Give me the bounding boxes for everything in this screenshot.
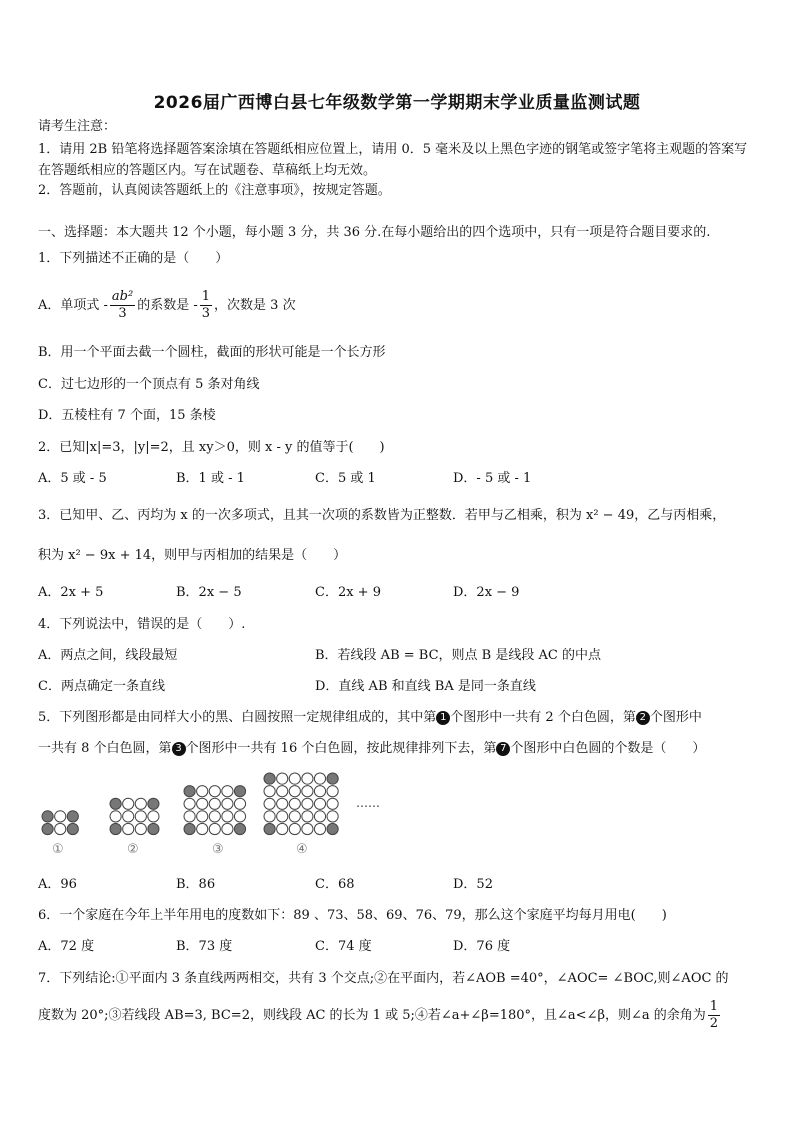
black-circle	[327, 773, 338, 784]
white-circle	[327, 798, 338, 809]
white-circle	[135, 811, 146, 822]
q5-stem-2	[38, 740, 705, 758]
white-circle	[123, 811, 134, 822]
black-circle	[42, 823, 53, 834]
q6-option-b: B．73 度	[176, 939, 233, 954]
white-circle	[222, 811, 233, 822]
white-circle	[277, 823, 288, 834]
q1-a-fraction	[110, 289, 135, 322]
white-circle	[289, 823, 300, 834]
figure-label-2: ②	[127, 842, 139, 857]
white-circle	[197, 798, 208, 809]
white-circle	[135, 798, 146, 809]
q5-stem-1b: 个图形中一共有 2 个白色圆，第	[450, 710, 636, 725]
circle-pattern-svg	[36, 768, 396, 842]
white-circle	[222, 823, 233, 834]
black-circle	[327, 823, 338, 834]
notice-item-2: 2．答题前，认真阅读答题纸上的《注意事项》，按规定答题。	[38, 183, 391, 198]
q7-stem-2	[38, 996, 722, 1036]
q7-frac-num: 1	[709, 999, 719, 1014]
q1-option-c: C．过七边形的一个顶点有 5 条对角线	[38, 377, 260, 392]
circled-number-2: 2	[636, 711, 650, 725]
white-circle	[277, 773, 288, 784]
white-circle	[314, 823, 325, 834]
white-circle	[197, 823, 208, 834]
circle-pattern-figure	[36, 768, 396, 868]
q1-a-num2: 1	[201, 289, 211, 304]
q1-a-fraction-2	[200, 289, 212, 322]
q6-option-d: D．76 度	[453, 939, 511, 954]
circled-number-3: 3	[172, 742, 186, 756]
q2-option-d: D．- 5 或 - 1	[453, 471, 532, 486]
q5-stem-2b: 个图形中一共有 16 个白色圆，按此规律排列下去，第	[185, 741, 497, 756]
q1-a-suffix: ，次数是 3 次	[214, 298, 296, 313]
circled-number-7: 7	[496, 742, 510, 756]
q7-stem-1: 7．下列结论:①平面内 3 条直线两两相交，共有 3 个交点;②在平面内，若∠AOB =40°，∠AOC= ∠BOC,则∠AOC 的	[38, 971, 729, 986]
white-circle	[148, 811, 159, 822]
q2-stem: 2．已知|x|=3，|y|=2，且 xy＞0，则 x - y 的值等于( )	[38, 440, 385, 455]
q4-stem: 4．下列说法中，错误的是（ ）.	[38, 617, 246, 632]
q3-stem-1: 3．已知甲、乙、丙均为 x 的一次多项式，且其一次项的系数皆为正整数．若甲与乙相乘，积为 x² − 49，乙与丙相乘，	[38, 508, 726, 523]
figure-label-1: ①	[52, 842, 64, 857]
q1-option-d: D．五棱柱有 7 个面，15 条棱	[38, 408, 216, 423]
white-circle	[55, 823, 66, 834]
q1-a-mid: 的系数是 -	[137, 298, 198, 313]
black-circle	[264, 773, 275, 784]
q5-stem-1a: 5．下列图形都是由同样大小的黑、白圆按照一定规律组成的，其中第	[38, 710, 437, 725]
figure-label-3: ③	[212, 842, 224, 857]
notice-item-1: 1．请用 2B 铅笔将选择题答案涂填在答题纸相应位置上，请用 0．5 毫米及以上黑色字迹的钢笔或签字笔将主观题的答案写在答题纸相应的答题区内。写在试题卷、草稿纸上均无效。	[38, 142, 748, 178]
q3-stem-2: 积为 x² − 9x + 14，则甲与丙相加的结果是（ ）	[38, 548, 347, 563]
q5-stem-1	[38, 709, 702, 727]
white-circle	[209, 798, 220, 809]
black-circle	[184, 786, 195, 797]
white-circle	[302, 798, 313, 809]
q5-stem-1c: 个图形中	[649, 710, 702, 725]
white-circle	[314, 773, 325, 784]
white-circle	[197, 811, 208, 822]
q3-option-a: A．2x + 5	[38, 585, 104, 600]
q1-a-prefix: A．单项式 -	[38, 298, 108, 313]
figure-ellipsis: ……	[356, 796, 380, 810]
q6-stem: 6．一个家庭在今年上半年用电的度数如下：89 、73、58、69、76、79，那么这个家庭平均每月用电( )	[38, 908, 667, 923]
q1-a-num: ab²	[111, 289, 134, 304]
q5-option-a: A．96	[38, 877, 77, 892]
black-circle	[184, 823, 195, 834]
white-circle	[289, 811, 300, 822]
q7-stem-2-text: 度数为 20°;③若线段 AB=3, BC=2，则线段 AC 的长为 1 或 5;④若∠a+∠β=180°，且∠a<∠β，则∠a 的余角为	[38, 1008, 706, 1023]
q2-option-a: A．5 或 - 5	[38, 471, 107, 486]
notice-heading: 请考生注意：	[38, 119, 117, 134]
black-circle	[42, 811, 53, 822]
white-circle	[184, 798, 195, 809]
white-circle	[209, 823, 220, 834]
page-title: 2026届广西博白县七年级数学第一学期期末学业质量监测试题	[153, 93, 641, 113]
q1-option-b: B．用一个平面去截一个圆柱，截面的形状可能是一个长方形	[38, 345, 386, 360]
white-circle	[123, 823, 134, 834]
white-circle	[289, 798, 300, 809]
white-circle	[264, 798, 275, 809]
q3-option-d: D．2x − 9	[453, 585, 520, 600]
white-circle	[209, 811, 220, 822]
white-circle	[234, 798, 245, 809]
white-circle	[264, 786, 275, 797]
white-circle	[302, 823, 313, 834]
white-circle	[110, 811, 121, 822]
q4-option-a: A．两点之间，线段最短	[38, 648, 178, 663]
black-circle	[264, 823, 275, 834]
q5-option-c: C．68	[315, 877, 355, 892]
q1-option-a	[38, 286, 296, 326]
white-circle	[302, 811, 313, 822]
black-circle	[110, 798, 121, 809]
white-circle	[314, 798, 325, 809]
white-circle	[197, 786, 208, 797]
q5-stem-2c: 个图形中白色圆的个数是（ ）	[510, 741, 706, 756]
black-circle	[148, 798, 159, 809]
white-circle	[123, 798, 134, 809]
q2-option-b: B．1 或 - 1	[176, 471, 245, 486]
q5-option-d: D．52	[453, 877, 493, 892]
q3-option-b: B．2x − 5	[176, 585, 242, 600]
q5-option-b: B．86	[176, 877, 216, 892]
white-circle	[327, 811, 338, 822]
q7-fraction	[708, 999, 720, 1032]
q6-option-c: C．74 度	[315, 939, 372, 954]
white-circle	[209, 786, 220, 797]
white-circle	[302, 773, 313, 784]
q4-option-b: B．若线段 AB = BC，则点 B 是线段 AC 的中点	[315, 648, 601, 663]
q2-option-c: C．5 或 1	[315, 471, 376, 486]
black-circle	[110, 823, 121, 834]
circled-number-1: 1	[436, 711, 450, 725]
q6-option-a: A．72 度	[38, 939, 95, 954]
white-circle	[55, 811, 66, 822]
black-circle	[67, 811, 78, 822]
q1-a-den: 3	[118, 306, 127, 321]
white-circle	[184, 811, 195, 822]
black-circle	[67, 823, 78, 834]
black-circle	[234, 786, 245, 797]
white-circle	[234, 811, 245, 822]
white-circle	[277, 798, 288, 809]
black-circle	[148, 823, 159, 834]
white-circle	[264, 811, 275, 822]
white-circle	[314, 786, 325, 797]
white-circle	[289, 786, 300, 797]
white-circle	[277, 786, 288, 797]
white-circle	[289, 773, 300, 784]
black-circle	[234, 823, 245, 834]
white-circle	[222, 786, 233, 797]
q1-a-den2: 3	[201, 306, 211, 321]
white-circle	[314, 811, 325, 822]
white-circle	[277, 811, 288, 822]
white-circle	[135, 823, 146, 834]
q7-frac-den: 2	[709, 1016, 719, 1031]
white-circle	[327, 786, 338, 797]
q1-stem: 1．下列描述不正确的是（ ）	[38, 251, 229, 266]
q5-stem-2a: 一共有 8 个白色圆，第	[38, 741, 172, 756]
section-heading: 一、选择题：本大题共 12 个小题，每小题 3 分，共 36 分.在每小题给出的四个选项中，只有一项是符合题目要求的.	[38, 225, 711, 240]
q4-option-c: C．两点确定一条直线	[38, 679, 165, 694]
q3-option-c: C．2x + 9	[315, 585, 381, 600]
white-circle	[222, 798, 233, 809]
q4-option-d: D．直线 AB 和直线 BA 是同一条直线	[315, 679, 536, 694]
white-circle	[302, 786, 313, 797]
figure-label-4: ④	[296, 842, 308, 857]
